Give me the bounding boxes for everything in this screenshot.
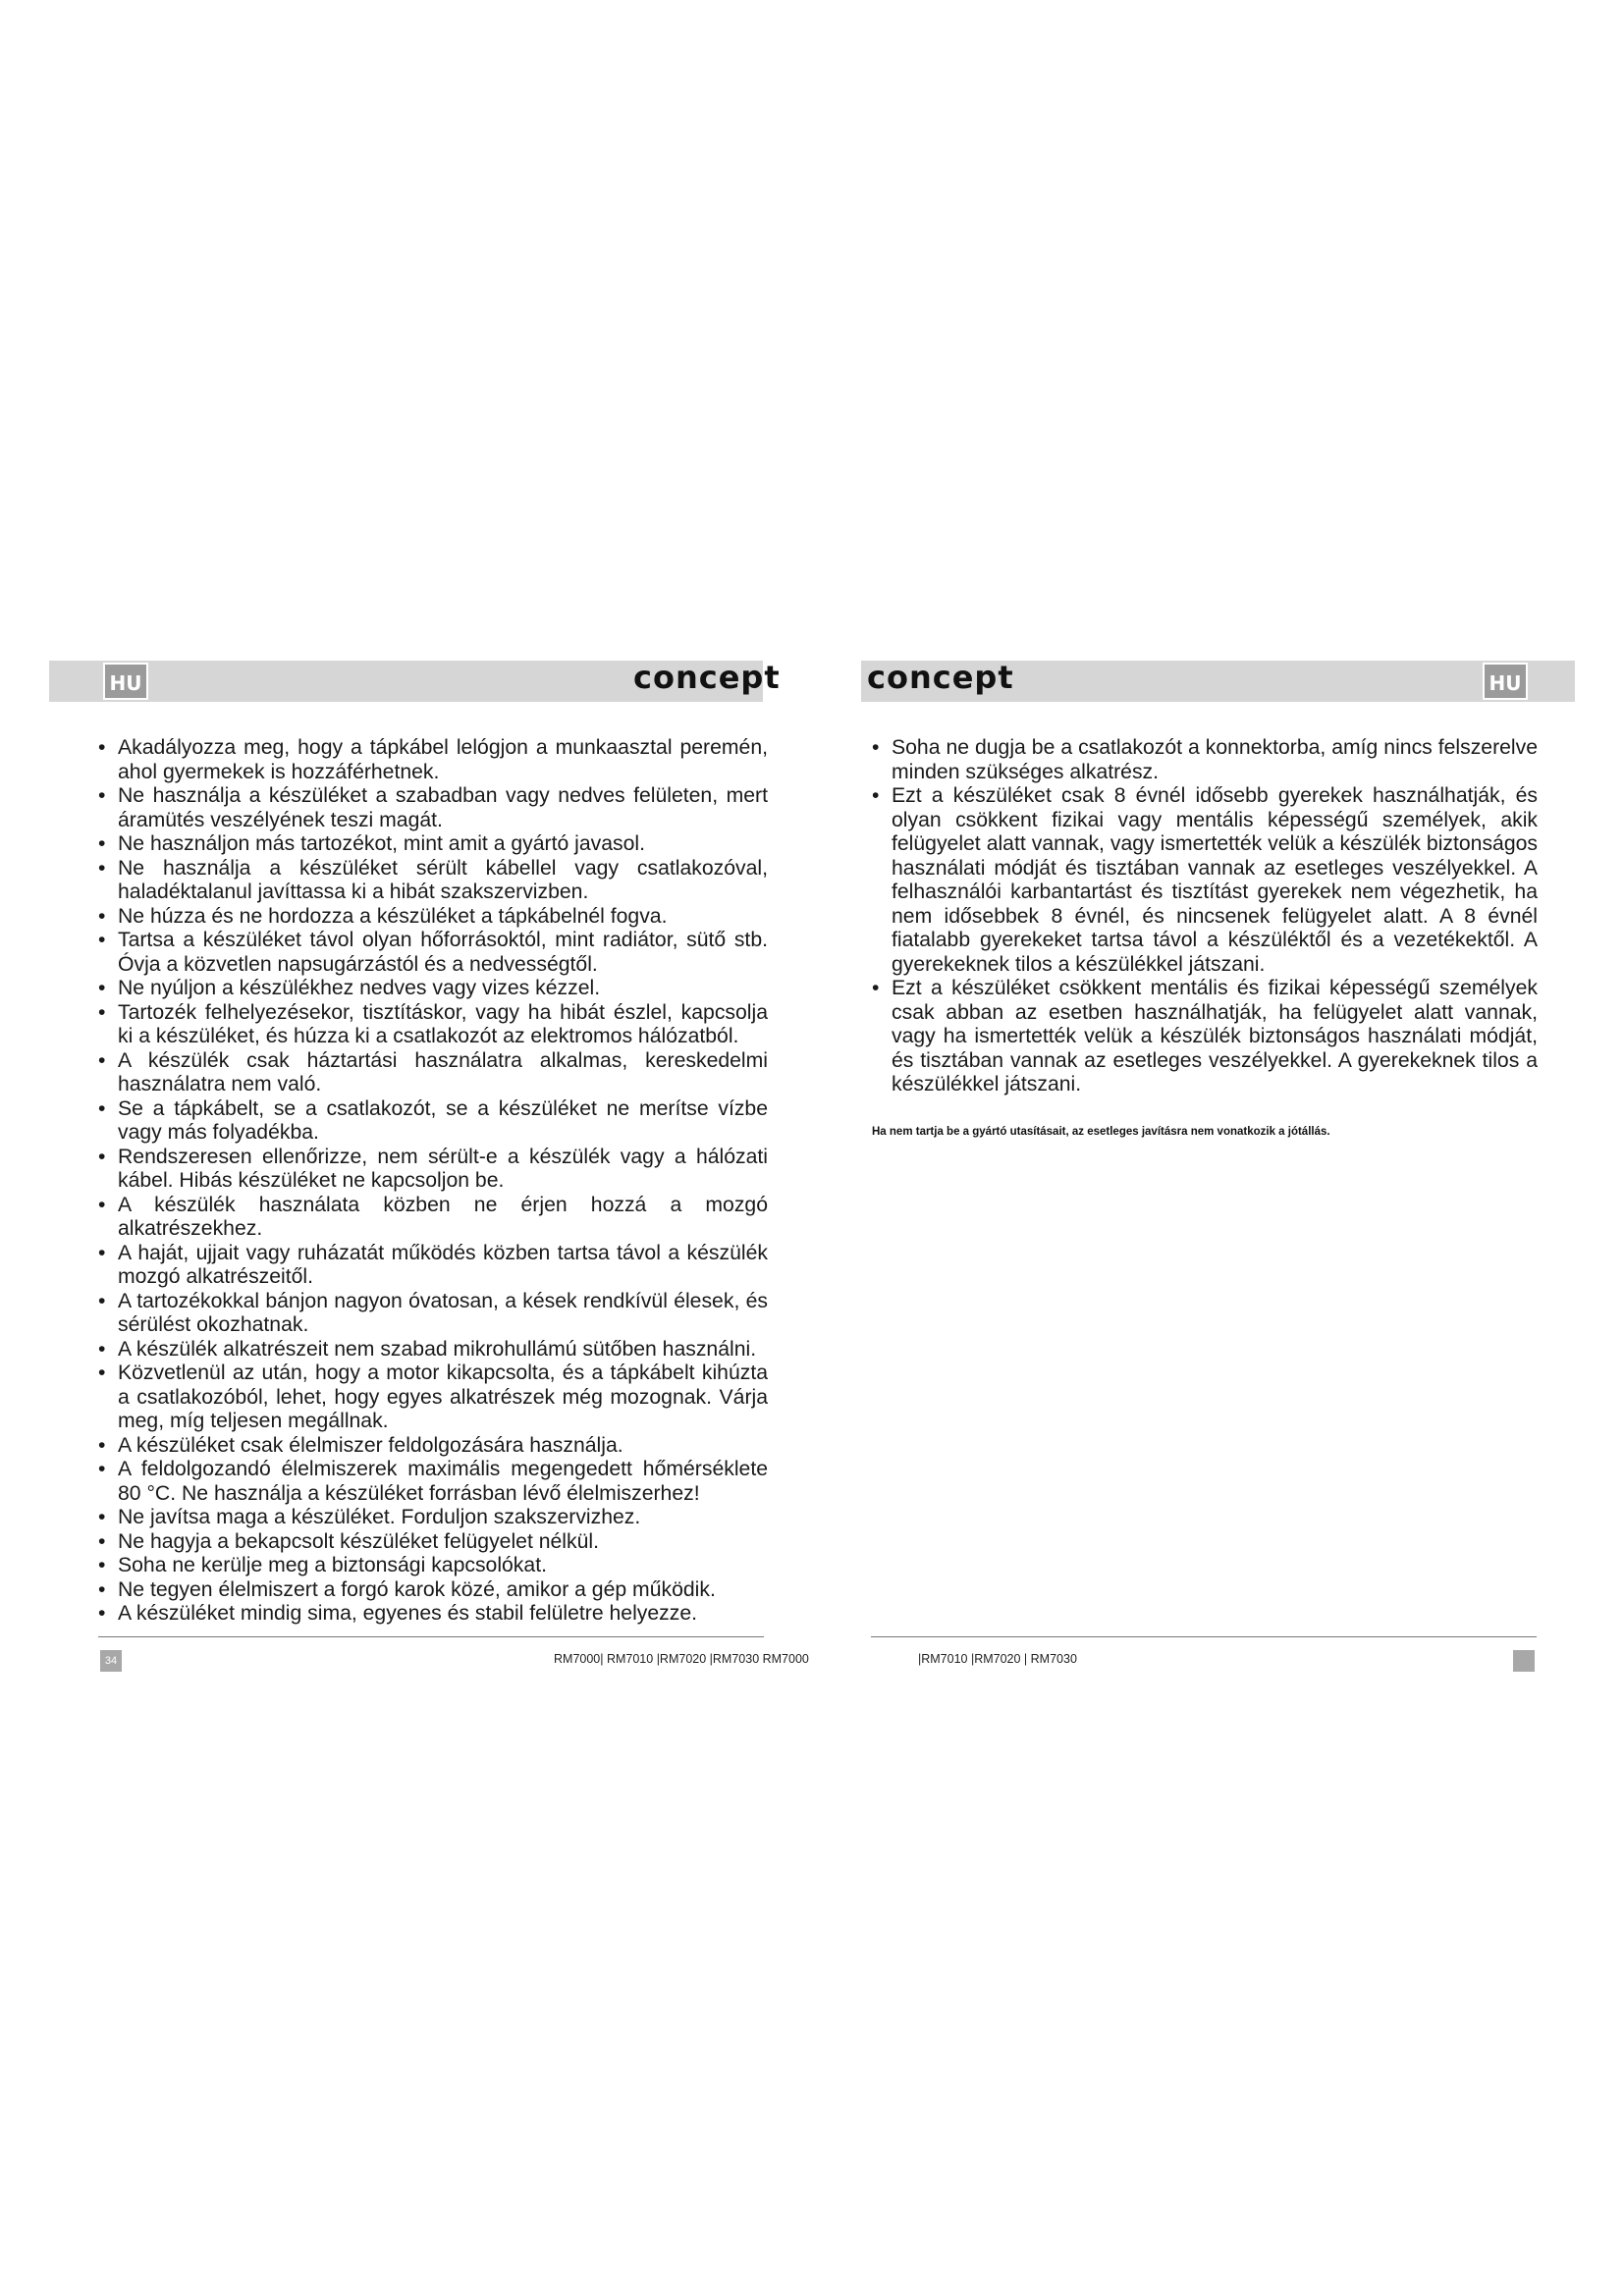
list-item: • Közvetlenül az után, hogy a motor kikapcsolta, és a tápkábelt kihúzta a csatlakozóból, lehet, hogy egyes alkatrészek még mozognak. Várja meg, míg teljesen megállnak. — [98, 1362, 768, 1434]
footer-divider-right — [871, 1636, 1537, 1637]
list-item: • A készüléket csak élelmiszer feldolgozására használja. — [98, 1434, 768, 1459]
list-item: • Soha ne dugja be a csatlakozót a konnektorba, amíg nincs felszerelve minden szükséges alkatrész. — [872, 736, 1538, 784]
list-item: • Ne hagyja a bekapcsolt készüléket felügyelet nélkül. — [98, 1530, 768, 1555]
footer-divider-left — [98, 1636, 764, 1637]
list-item: • Soha ne kerülje meg a biztonsági kapcsolókat. — [98, 1554, 768, 1578]
brand-logo-right: concept — [867, 659, 1014, 696]
safety-list-left — [98, 736, 768, 1627]
list-item: • Ne használja a készüléket sérült kábellel vagy csatlakozóval, haladéktalanul javíttassa ki a hibát szakszervizben. — [98, 857, 768, 905]
list-item: • A haját, ujjait vagy ruházatát működés közben tartsa távol a készülék mozgó alkatrészeitől. — [98, 1242, 768, 1290]
page-number-left: 34 — [100, 1650, 122, 1672]
list-item: • Ne használjon más tartozékot, mint amit a gyártó javasol. — [98, 832, 768, 857]
list-item: • Rendszeresen ellenőrizze, nem sérült-e a készülék vagy a hálózati kábel. Hibás készüléket ne kapcsoljon be. — [98, 1146, 768, 1194]
language-badge-left: HU — [103, 663, 148, 700]
list-item: • Tartsa a készüléket távol olyan hőforrásoktól, mint radiátor, sütő stb. Óvja a közvetlen napsugárzástól és a nedvességtől. — [98, 929, 768, 977]
list-item: • Ne húzza és ne hordozza a készüléket a tápkábelnél fogva. — [98, 905, 768, 930]
list-item: • Akadályozza meg, hogy a tápkábel lelógjon a munkaasztal peremén, ahol gyermekek is hozzáférhetnek. — [98, 736, 768, 784]
list-item: • Ne nyúljon a készülékhez nedves vagy vizes kézzel. — [98, 977, 768, 1001]
list-item: • Ne tegyen élelmiszert a forgó karok közé, amikor a gép működik. — [98, 1578, 768, 1603]
list-item: • A tartozékokkal bánjon nagyon óvatosan, a kések rendkívül élesek, és sérülést okozhatnak. — [98, 1290, 768, 1338]
brand-logo-left: concept — [633, 659, 781, 696]
safety-list-right — [872, 736, 1538, 1097]
list-item: • Ezt a készüléket csak 8 évnél idősebb gyerekek használhatják, és olyan csökkent fizikai vagy mentális képességű személyek, akik felügyelet alatt vannak, vagy ismertették velük a készülék biztonságos használati módját és tisztában vannak az esetleges veszélyekkel. A felhasználói karbantartást és tisztítást gyerekek nem végezhetik, ha nem idősebbek 8 évnél, és nincsenek felügyelet alatt. A 8 évnél fiatalabb gyerekeket tartsa távol a készüléktől és a vezetékektől. A gyerekeknek tilos a készülékkel játszani. — [872, 784, 1538, 977]
language-badge-right: HU — [1483, 663, 1528, 700]
list-item: • A készülék használata közben ne érjen hozzá a mozgó alkatrészekhez. — [98, 1194, 768, 1242]
model-numbers-right: |RM7010 |RM7020 | RM7030 — [918, 1652, 1077, 1666]
page-number-right — [1513, 1650, 1535, 1672]
list-item: • A készüléket mindig sima, egyenes és stabil felületre helyezze. — [98, 1602, 768, 1627]
list-item: • Se a tápkábelt, se a csatlakozót, se a készüléket ne merítse vízbe vagy más folyadékba. — [98, 1097, 768, 1146]
list-item: • Ezt a készüléket csökkent mentális és fizikai képességű személyek csak abban az esetben használhatják, ha felügyelet alatt vannak, vagy ha ismertették velük a készülék biztonságos használati módját, és tisztában vannak az esetleges veszélyekkel. A gyerekeknek tilos a készülékkel játszani. — [872, 977, 1538, 1097]
list-item: • Ne használja a készüléket a szabadban vagy nedves felületen, mert áramütés veszélyének teszi magát. — [98, 784, 768, 832]
list-item: • A készülék alkatrészeit nem szabad mikrohullámú sütőben használni. — [98, 1338, 768, 1362]
model-numbers-left: RM7000| RM7010 |RM7020 |RM7030 RM7000 — [554, 1652, 809, 1666]
list-item: • A feldolgozandó élelmiszerek maximális megengedett hőmérséklete 80 °C. Ne használja a készüléket forrásban lévő élelmiszerhez! — [98, 1458, 768, 1506]
list-item: • A készülék csak háztartási használatra alkalmas, kereskedelmi használatra nem való. — [98, 1049, 768, 1097]
warranty-note: Ha nem tartja be a gyártó utasításait, az esetleges javításra nem vonatkozik a jótállás. — [872, 1126, 1330, 1138]
list-item: • Tartozék felhelyezésekor, tisztításkor, vagy ha hibát észlel, kapcsolja ki a készüléket, és húzza ki a csatlakozót az elektromos hálózatból. — [98, 1001, 768, 1049]
list-item: • Ne javítsa maga a készüléket. Forduljon szakszervizhez. — [98, 1506, 768, 1530]
